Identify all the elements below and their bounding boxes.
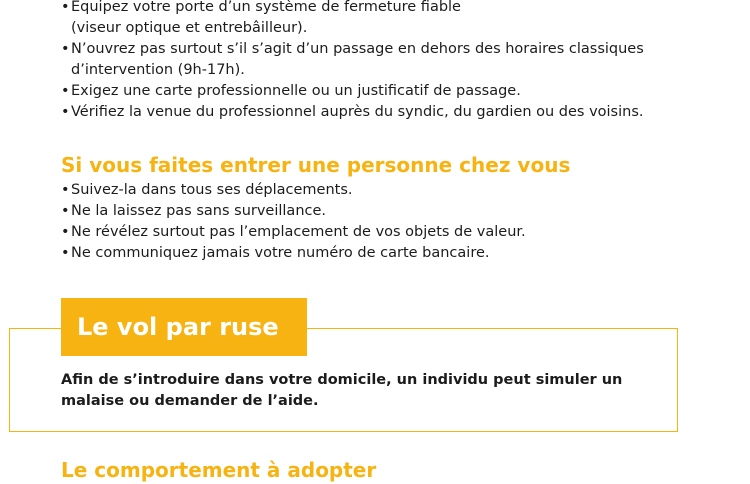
list-item: • Ne la laissez pas sans surveillance. xyxy=(61,201,526,222)
list-item: • Ne révélez surtout pas l’emplacement de vos objets de valeur. xyxy=(61,222,526,243)
list-item xyxy=(61,102,644,123)
door-advice-list xyxy=(61,0,644,123)
list-item-text: Exigez une carte professionnelle ou un justificatif de passage. xyxy=(71,83,521,99)
list-item-continuation: (viseur optique et entrebâilleur). xyxy=(71,20,308,36)
list-item: • Suivez-la dans tous ses déplacements. xyxy=(61,180,526,201)
ruse-section-text: Afin de s’introduire dans votre domicile, un individu peut simuler un malaise ou demander de l’aide. xyxy=(61,372,623,409)
next-section-heading: Le comportement à adopter xyxy=(61,458,377,482)
list-item: • Ne communiquez jamais votre numéro de carte bancaire. xyxy=(61,243,526,264)
list-item-continuation: d’intervention (9h-17h). xyxy=(71,62,245,78)
visitor-advice-list xyxy=(61,180,526,264)
list-item xyxy=(61,0,644,39)
list-item xyxy=(61,39,644,81)
list-item-text: N’ouvrez pas surtout s’il s’agit d’un passage en dehors des horaires classiques xyxy=(71,41,644,57)
visitor-section-heading: Si vous faites entrer une personne chez vous xyxy=(61,153,571,177)
list-item-text: Équipez votre porte d’un système de fermeture fiable xyxy=(71,0,461,15)
list-item xyxy=(61,81,644,102)
ruse-section-title: Le vol par ruse xyxy=(61,298,307,356)
list-item-text: Vérifiez la venue du professionnel auprès du syndic, du gardien ou des voisins. xyxy=(71,104,644,120)
